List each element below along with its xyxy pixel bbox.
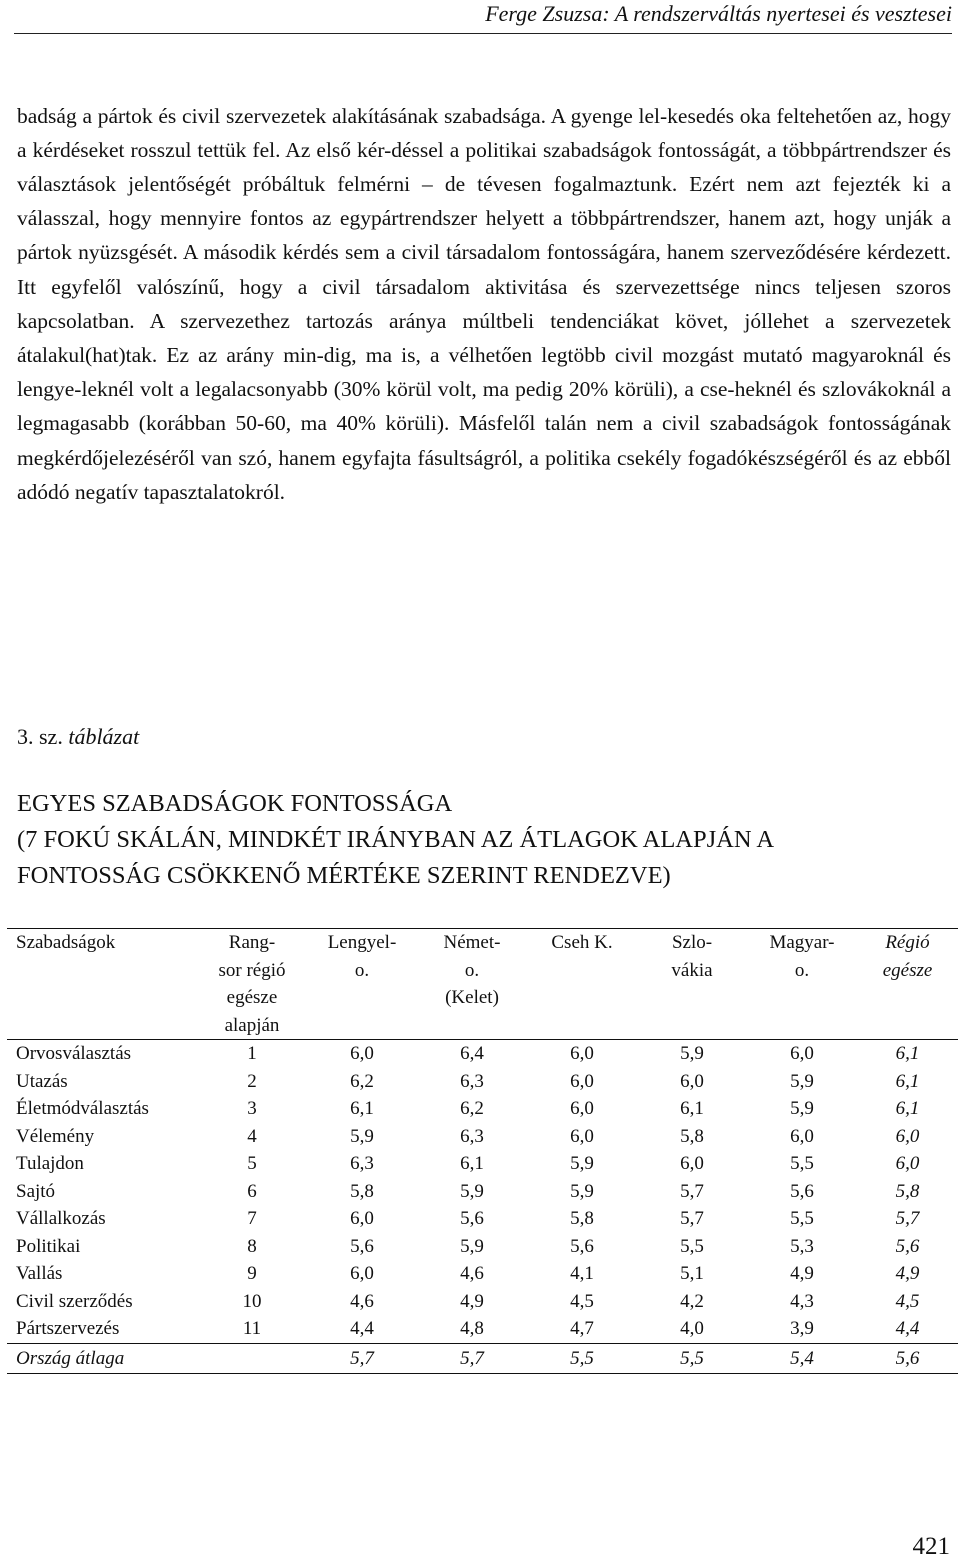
table-row (7, 1205, 958, 1233)
table-cell: 6,0 (570, 1098, 594, 1119)
table-cell: 4,8 (460, 1318, 484, 1339)
footer-cell (197, 1343, 307, 1373)
row-label: Vállalkozás (16, 1208, 106, 1229)
table-cell: 4,4 (350, 1318, 374, 1339)
footer-cell: 5,7 (417, 1343, 527, 1373)
table-cell: 6,2 (350, 1070, 374, 1092)
table-cell: 4,0 (680, 1318, 704, 1339)
table-cell: 4,9 (790, 1263, 814, 1284)
table-row (7, 1040, 958, 1068)
table-cell: 3 (247, 1098, 257, 1119)
table-cell: 6,1 (895, 1043, 920, 1064)
header-hungary: Magyar- o. (747, 929, 857, 1040)
table-row (7, 1123, 958, 1151)
table-cell: 7 (247, 1208, 257, 1229)
row-label: Utazás (16, 1070, 68, 1092)
table-cell: 4,3 (790, 1290, 814, 1312)
table-cell: 5,5 (790, 1208, 814, 1229)
table-row (7, 1095, 958, 1123)
table-cell: 5,5 (680, 1235, 704, 1257)
table-cell: 4,9 (460, 1290, 484, 1312)
table-cell: 5,8 (570, 1208, 594, 1229)
table-cell: 4,7 (570, 1318, 594, 1339)
table-cell: 6,3 (460, 1070, 484, 1092)
table-cell: 6,0 (570, 1070, 594, 1092)
table-title-line: EGYES SZABADSÁGOK FONTOSSÁGA (17, 790, 453, 817)
table-cell: 9 (247, 1263, 257, 1284)
table-cell: 5,1 (680, 1263, 704, 1284)
row-label: Orvosválasztás (16, 1043, 132, 1064)
table-cell: 4,4 (895, 1318, 920, 1339)
table-cell: 4,5 (570, 1290, 594, 1312)
table-cell: 6,0 (350, 1263, 374, 1284)
table-cell: 5,9 (570, 1153, 594, 1174)
table-cell: 5,9 (460, 1180, 484, 1202)
table-cell: 5 (247, 1153, 257, 1174)
table-cell: 6,0 (570, 1043, 594, 1064)
table-cell: 5,6 (350, 1235, 374, 1257)
table-cell: 6,0 (790, 1043, 814, 1064)
table-cell: 6,1 (350, 1098, 374, 1119)
table-cell: 6,3 (460, 1125, 484, 1147)
row-label: Pártszervezés (16, 1318, 120, 1339)
table-cell: 4,9 (895, 1263, 920, 1284)
table-cell: 5,7 (895, 1208, 920, 1229)
table-cell: 1 (247, 1043, 257, 1064)
table-cell: 5,6 (895, 1235, 920, 1257)
table-row (7, 1315, 958, 1343)
row-label: Tulajdon (16, 1153, 84, 1174)
row-label: Civil szerződés (16, 1290, 133, 1312)
table-cell: 5,3 (790, 1235, 814, 1257)
table-cell: 4,6 (350, 1290, 374, 1312)
footer-cell: 5,6 (857, 1343, 958, 1373)
page-number: 421 (912, 1533, 950, 1560)
row-label: Vélemény (16, 1125, 95, 1147)
table-cell: 5,8 (350, 1180, 374, 1202)
table-cell: 6,1 (460, 1153, 484, 1174)
table-number-word: táblázat (68, 724, 140, 749)
table-row (7, 1233, 958, 1261)
table-cell: 6,2 (460, 1098, 484, 1119)
table-title-line: FONTOSSÁG CSÖKKENŐ MÉRTÉKE SZERINT RENDEZVE) (17, 862, 671, 889)
freedoms-table (7, 928, 958, 1374)
table-footer-row (7, 1343, 958, 1373)
row-label: Vallás (16, 1263, 63, 1284)
table-cell: 5,9 (570, 1180, 594, 1202)
table-title (17, 786, 957, 894)
table-cell: 6,0 (350, 1043, 374, 1064)
table-cell: 8 (247, 1235, 257, 1257)
header-rank: Rang- sor régió egésze alapján (197, 929, 307, 1040)
table-cell: 5,9 (790, 1070, 814, 1092)
table-cell: 6,0 (570, 1125, 594, 1147)
table-cell: 5,7 (680, 1180, 704, 1202)
table-cell: 5,8 (680, 1125, 704, 1147)
table-cell: 5,9 (350, 1125, 374, 1147)
table-cell: 4 (247, 1125, 257, 1147)
header-region-total: Régió egésze (857, 929, 958, 1040)
table-cell: 6,0 (350, 1208, 374, 1229)
table-cell: 6,1 (680, 1098, 704, 1119)
table-cell: 6,3 (350, 1153, 374, 1174)
table-cell: 6,0 (680, 1070, 704, 1092)
table-row (7, 1178, 958, 1206)
table-cell: 5,7 (680, 1208, 704, 1229)
header-germany-east: Német- o. (Kelet) (417, 929, 527, 1040)
table-body (7, 1040, 958, 1344)
table-cell: 3,9 (790, 1318, 814, 1339)
table-cell: 5,6 (790, 1180, 814, 1202)
table-row (7, 1150, 958, 1178)
row-label: Életmódválasztás (16, 1098, 149, 1119)
table-cell: 4,2 (680, 1290, 704, 1312)
row-label: Politikai (16, 1235, 81, 1257)
table-cell: 4,1 (570, 1263, 594, 1284)
table-cell: 11 (242, 1318, 262, 1339)
table-cell: 10 (242, 1290, 262, 1312)
table-cell: 6,1 (895, 1098, 920, 1119)
footer-cell: 5,5 (527, 1343, 637, 1373)
header-freedoms: Szabadságok (7, 929, 197, 1040)
table-cell: 6,0 (895, 1125, 920, 1147)
table-cell: 5,8 (895, 1180, 920, 1202)
body-paragraph: badság a pártok és civil szervezetek alakításának szabadsága. A gyenge lel-kesedés oka feltehetően az, hogy a kérdéseket rosszul tettük fel. Az első kér-déssel a politikai szabadságok fontosságát, a többpártrendszer és választások jelentőségét próbáltuk felmérni – de tévesen fogalmaztunk. Ezért nem azt fejezték ki a válasszal, hogy mennyire fontos az egypártrendszer helyett a többpártrendszer, hanem azt, hogy unják a pártok nyüzsgését. A második kérdés sem a civil társadalom fontosságára, hanem szerveződésére kérdezett. Itt egyfelől valószínű, hogy a civil társadalom aktivitása és szervezettsége nincs teljesen szoros kapcsolatban. A szervezethez tartozás aránya múltbeli tendenciákat követ, jóllehet a szervezetek átalakul(hat)tak. Ez az arány min-dig, ma is, a vélhetően legtöbb civil mozgást mutató magyaroknál és lengye-leknél volt a legalacsonyabb (30% körül volt, ma pedig 20% körüli), a cse-heknél és szlovákoknál a legmagasabb (korábban 50-60, ma 40% körüli). Másfelől talán nem a civil szabadságok fontosságának megkérdőjelezéséről van szó, hanem egyfajta fásultságról, a politika csekély fogadókészségéről és az ebből adódó negatív tapasztalatokról. (17, 103, 951, 504)
running-header (14, 0, 952, 34)
table-cell: 4,5 (895, 1290, 920, 1312)
table-cell: 5,9 (790, 1098, 814, 1119)
table-title-line: (7 FOKÚ SKÁLÁN, MINDKÉT IRÁNYBAN AZ ÁTLAGOK ALAPJÁN A (17, 826, 775, 853)
table-number (17, 722, 139, 752)
table-row (7, 1068, 958, 1096)
table-cell: 2 (247, 1070, 257, 1092)
footer-label: Ország átlaga (7, 1343, 197, 1373)
table-cell: 5,6 (570, 1235, 594, 1257)
table-cell: 6,1 (895, 1070, 920, 1092)
table-number-value: 3. sz. (17, 724, 63, 749)
table-cell: 5,9 (460, 1235, 484, 1257)
table-row (7, 1260, 958, 1288)
header-poland: Lengyel- o. (307, 929, 417, 1040)
table-cell: 5,6 (460, 1208, 484, 1229)
footer-cell: 5,4 (747, 1343, 857, 1373)
table-row (7, 1288, 958, 1316)
table-cell: 5,9 (680, 1043, 704, 1064)
footer-cell: 5,7 (307, 1343, 417, 1373)
row-label: Sajtó (16, 1180, 56, 1202)
table-cell: 6,0 (790, 1125, 814, 1147)
table-cell: 6,4 (460, 1043, 484, 1064)
header-czech: Cseh K. (527, 929, 637, 1040)
header-slovakia: Szlo- vákia (637, 929, 747, 1040)
table-header-row (7, 929, 958, 1040)
table-cell: 4,6 (460, 1263, 484, 1284)
table-cell: 6,0 (680, 1153, 704, 1174)
table-cell: 5,5 (790, 1153, 814, 1174)
running-title: Ferge Zsuzsa: A rendszerváltás nyertesei és vesztesei (485, 1, 952, 26)
table-cell: 6,0 (895, 1153, 920, 1174)
table-cell: 6 (247, 1180, 257, 1202)
footer-cell: 5,5 (637, 1343, 747, 1373)
